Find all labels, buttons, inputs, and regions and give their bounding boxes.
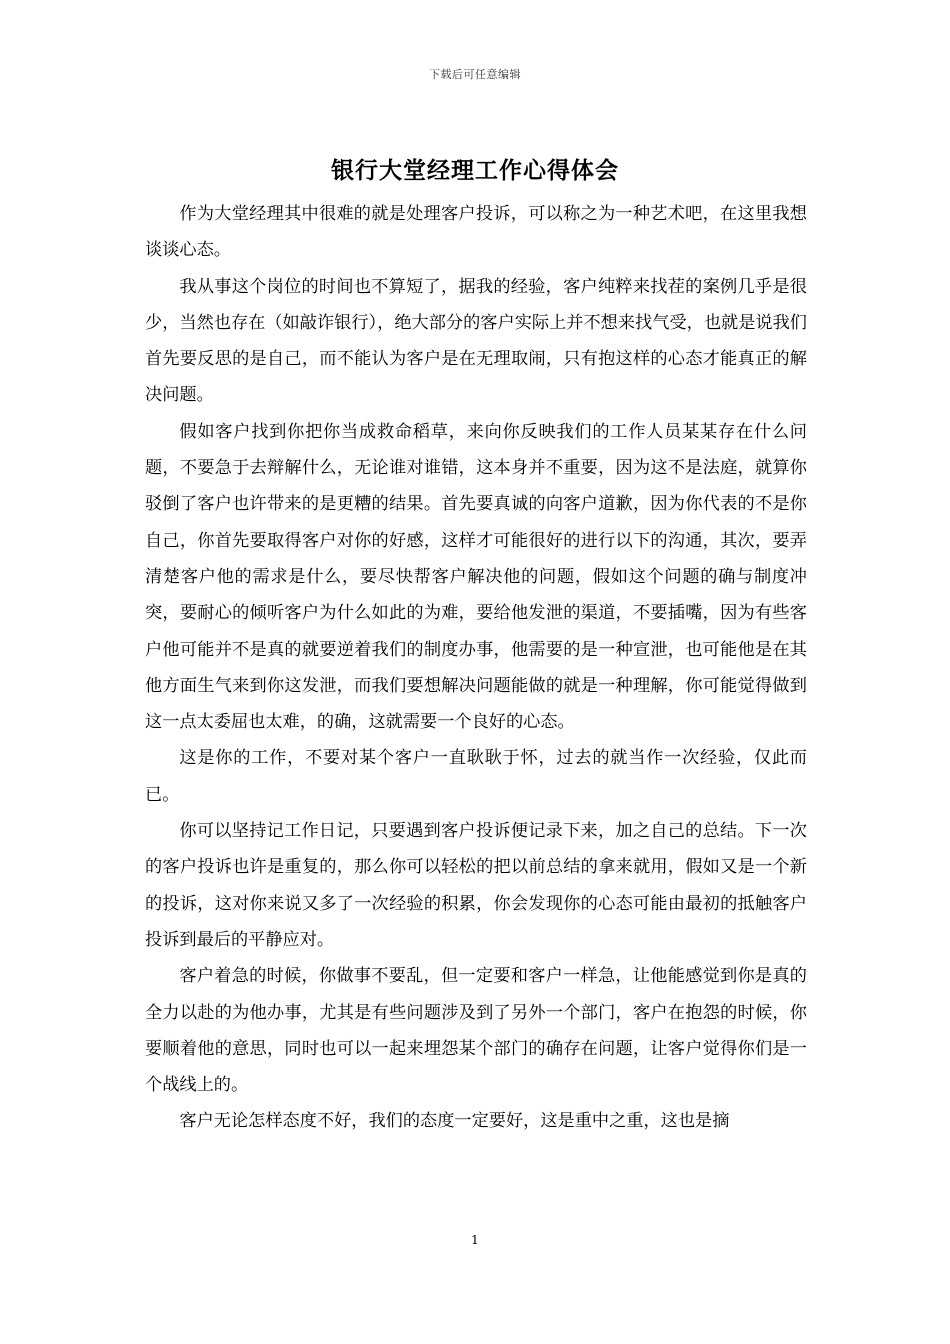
paragraph-4: 这是你的工作，不要对某个客户一直耿耿于怀，过去的就当作一次经验，仅此而已。 xyxy=(145,748,807,805)
paragraph-1: 作为大堂经理其中很难的就是处理客户投诉，可以称之为一种艺术吧，在这里我想谈谈心态。 xyxy=(145,204,807,261)
paragraph-3: 假如客户找到你把你当成救命稻草，来向你反映我们的工作人员某某存在什么问题，不要急于去辩解什么，无论谁对谁错，这本身并不重要，因为这不是法庭，就算你驳倒了客户也许带来的是更糟的结果。首先要真诚的向客户道歉，因为你代表的不是你自己，你首先要取得客户对你的好感，这样才可能很好的进行以下的沟通，其次，要弄清楚客户他的需求是什么，要尽快帮客户解决他的问题，假如这个问题的确与制度冲突，要耐心的倾听客户为什么如此的为难，要给他发泄的渠道，不要插嘴，因为有些客户他可能并不是真的就要逆着我们的制度办事，他需要的是一种宣泄，也可能他是在其他方面生气来到你这发泄，而我们要想解决问题能做的就是一种理解，你可能觉得做到这一点太委屈也太难，的确，这就需要一个良好的心态。 xyxy=(145,421,807,733)
paragraph-6: 客户着急的时候，你做事不要乱，但一定要和客户一样急，让他能感觉到你是真的全力以赴的为他办事，尤其是有些问题涉及到了另外一个部门，客户在抱怨的时候，你要顺着他的意思，同时也可以一起来埋怨某个部门的确存在问题，让客户觉得你们是一个战线上的。 xyxy=(145,966,807,1096)
paragraph-7: 客户无论怎样态度不好，我们的态度一定要好，这是重中之重，这也是摘 xyxy=(179,1111,730,1132)
page-number: 1 xyxy=(471,1233,479,1247)
paragraph-5: 你可以坚持记工作日记，只要遇到客户投诉便记录下来，加之自己的总结。下一次的客户投诉也许是重复的，那么你可以轻松的把以前总结的拿来就用，假如又是一个新的投诉，这对你来说又多了一次经验的积累，你会发现你的心态可能由最初的抵触客户投诉到最后的平静应对。 xyxy=(145,821,807,950)
paragraph-2: 我从事这个岗位的时间也不算短了，据我的经验，客户纯粹来找茬的案例几乎是很少，当然也存在（如敲诈银行），绝大部分的客户实际上并不想来找气受，也就是说我们首先要反思的是自己，而不能认为客户是在无理取闹，只有抱这样的心态才能真正的解决问题。 xyxy=(145,276,807,406)
document-title: 银行大堂经理工作心得体会 xyxy=(331,157,619,184)
header-note: 下载后可任意编辑 xyxy=(429,68,521,81)
document-body xyxy=(145,196,807,1140)
